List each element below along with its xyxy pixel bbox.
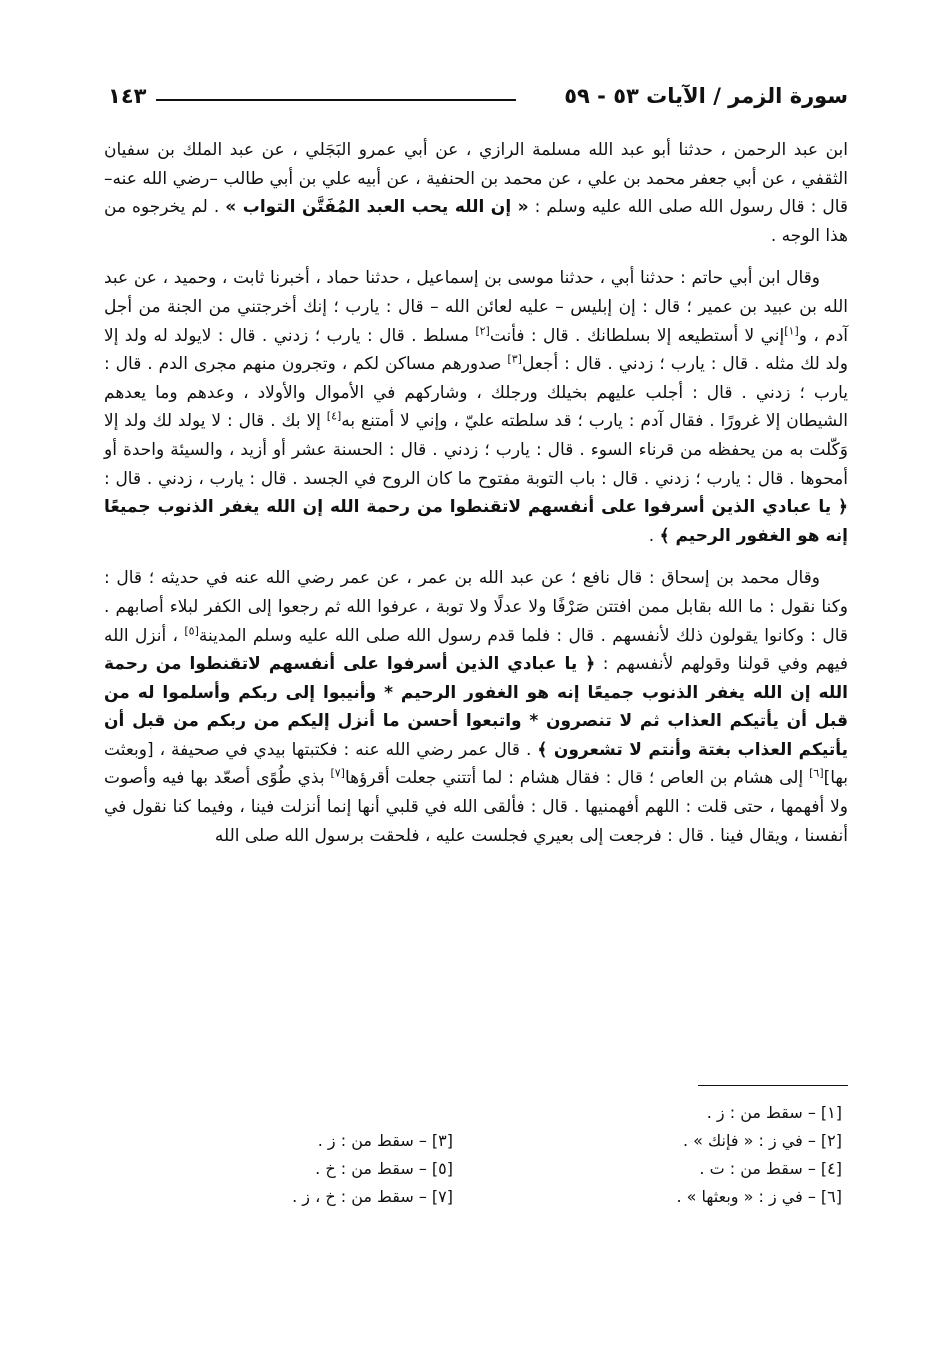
paragraph-1	[104, 136, 848, 250]
footnote-row	[104, 1182, 848, 1210]
text-run: مسلط . قال : يارب ؛ زدني . قال : لايولد له ولد إلا ولد لك مثله . قال : يارب ؛ زدني . قال : أجعل	[104, 325, 848, 375]
footnote-7: [٧] – سقط من : خ ، ز .	[292, 1186, 453, 1206]
page-number: ١٤٣	[108, 84, 147, 108]
text-run: . لم يخرجوه من هذا الوجه .	[104, 197, 848, 246]
footnote-2: [٢] – في ز : « فإنك » .	[683, 1130, 842, 1150]
footnote-row	[104, 1154, 848, 1182]
text-run: . قال عمر رضي الله عنه : فكتبتها بيدي في صحيفة ، [وبعثت بها]	[104, 739, 848, 789]
text-run: إني لا أستطيعه إلا بسلطانك . قال : فأنت	[489, 325, 785, 346]
footnote-ref: [٦]	[809, 766, 824, 780]
footnote-1: [١] – سقط من : ز .	[706, 1102, 842, 1122]
footnote-ref: [٧]	[330, 766, 345, 780]
footnote-row	[104, 1126, 848, 1154]
header-rule	[156, 99, 516, 101]
paragraph-3	[104, 564, 848, 850]
footnote-ref: [١]	[784, 323, 799, 337]
footnote-ref: [٢]	[475, 323, 490, 337]
running-header	[108, 84, 848, 118]
text-run: .	[648, 525, 660, 546]
text-run: ، أنزل الله فيهم وفي قولنا وقولهم لأنفسهم :	[104, 625, 848, 675]
text-run: وقال محمد بن إسحاق : قال نافع ؛ عن عبد الله بن عمر ، عن عمر رضي الله عنه في حديثه ؛ قال : وكنا نقول : ما الله بقابل ممن افتتن صَرْفًا ولا عدلًا ولا توبة ، عرفوا الله ثم رجعوا إلى الكفر لبلاء أصابهم . قال : وكانوا يقولون ذلك لأنفسهم . قال : فلما قدم رسول الله صلى الله عليه وسلم المدينة	[104, 568, 848, 646]
footnote-4: [٤] – سقط من : ت .	[699, 1158, 842, 1178]
text-run: إلى هشام بن العاص ؛ قال : فقال هشام : لما أتتني جعلت أقرؤها	[344, 768, 810, 789]
footnote-ref: [٥]	[184, 623, 199, 637]
footnote-5: [٥] – سقط من : خ .	[315, 1158, 453, 1178]
footnote-ref: [٤]	[326, 409, 342, 423]
quran-verse: ﴿ يا عبادي الذين أسرفوا على أنفسهم لاتقنطوا من رحمة الله إن الله يغفر الذنوب جميعًا إنه هو الغفور الرحيم * وأنيبوا إلى ربكم وأسلموا له من قبل أن يأتيكم العذاب ثم لا تنصرون * واتبعوا أحسن ما أنزل إليكم من ربكم من قبل أن يأتيكم العذاب بغتة وأنتم لا تشعرون ﴾	[104, 654, 848, 760]
hadith-quote: « إن الله يحب العبد المُفَتَّن التواب »	[225, 197, 529, 218]
footnotes	[104, 1098, 848, 1210]
main-text	[104, 136, 848, 864]
footnote-6: [٦] – في ز : « وبعثها » .	[676, 1186, 842, 1206]
surah-title: سورة الزمر / الآيات ٥٣ - ٥٩	[564, 84, 848, 108]
text-run: ابن عبد الرحمن ، حدثنا أبو عبد الله مسلمة الرازي ، عن أبي عمرو البَجَلي ، عن عبد الملك بن سفيان الثقفي ، عن أبي جعفر محمد بن علي ، عن محمد بن الحنفية ، عن أبيه علي بن أبي طالب –رضي الله عنه– قال : قال رسول الله صلى الله عليه وسلم :	[104, 140, 848, 218]
text-run: وقال ابن أبي حاتم : حدثنا أبي ، حدثنا موسى بن إسماعيل ، حدثنا حماد ، أخبرنا ثابت ، وحميد ، عن عبد الله بن عبيد بن عمير ؛ قال : إن إبليس – عليه لعائن الله – قال : يارب ؛ إنك أخرجتني من الجنة من أجل آدم ، و	[104, 268, 848, 346]
footnote-row	[104, 1098, 848, 1126]
text-run: إلا بك . قال : لا يولد لك ولد إلا وَكّلت به من يحفظه من قرناء السوء . قال : يارب ؛ زدني . قال : الحسنة عشر أو أزيد ، والسيئة واحدة أو أمحوها . قال : يارب ؛ زدني . قال : باب التوبة مفتوح ما كان الروح في الجسد . قال : يارب ، زدني . قال :	[104, 411, 848, 489]
footnote-rule	[698, 1085, 848, 1086]
quran-verse: ﴿ يا عبادي الذين أسرفوا على أنفسهم لاتقنطوا من رحمة الله إن الله يغفر الذنوب جميعًا إنه هو الغفور الرحيم ﴾	[104, 497, 848, 546]
text-run: بذي طُوًى أصعّد بها فيه وأصوت ولا أفهمها ، حتى قلت : اللهم أفهمنيها . قال : فألقى الله في قلبي أنها إنما أنزلت فينا ، وفيما كنا نقول في أنفسنا ، ويقال فينا . قال : فرجعت إلى بعيري فجلست عليه ، فلحقت برسول الله صلى الله	[104, 768, 848, 846]
footnote-ref: [٣]	[507, 352, 522, 366]
footnote-3: [٣] – سقط من : ز .	[317, 1130, 453, 1150]
paragraph-2	[104, 264, 848, 550]
text-run: صدورهم مساكن لكم ، وتجرون منهم مجرى الدم . قال : يارب ؛ زدني . قال : أجلب عليهم بخيلك ورجلك ، وشاركهم في الأموال والأولاد ، وعدهم وما يعدهم الشيطان إلا غرورًا . فقال آدم : يارب ؛ قد سلطته عليّ ، وإني لا أمتنع به	[104, 354, 849, 432]
